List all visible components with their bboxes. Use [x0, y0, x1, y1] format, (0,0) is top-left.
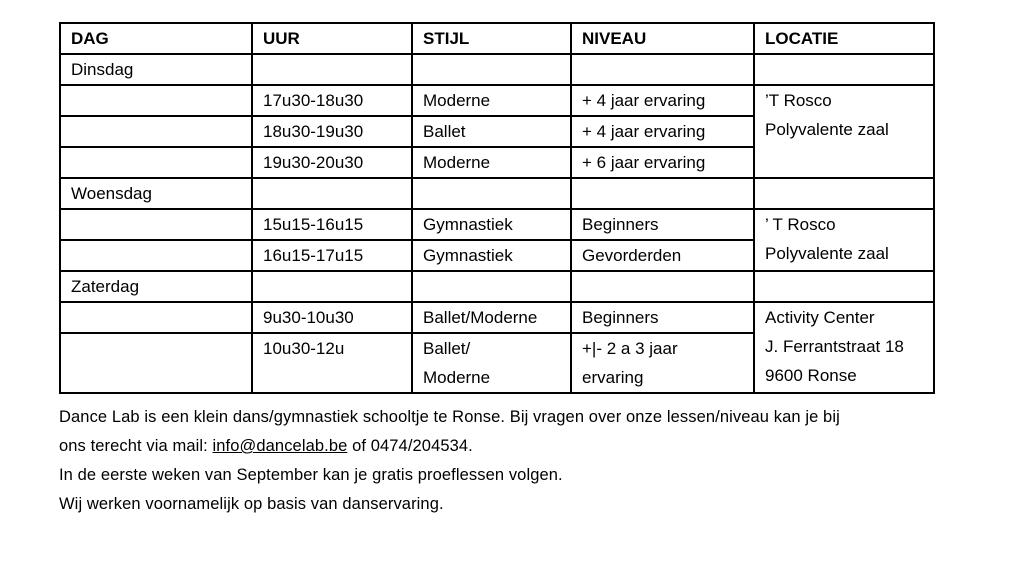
schedule-table	[59, 22, 935, 394]
day-row	[60, 178, 934, 209]
stijl-cell: Moderne	[412, 147, 571, 178]
table-row	[60, 85, 934, 116]
uur-cell: 10u30-12u	[252, 333, 412, 393]
header-niveau: NIVEAU	[571, 23, 754, 54]
info-text	[59, 403, 989, 519]
day-label: Zaterdag	[60, 271, 252, 302]
locatie-cell: Activity Center J. Ferrantstraat 18 9600 Ronse	[754, 302, 934, 393]
niveau-cell: + 4 jaar ervaring	[571, 85, 754, 116]
header-row	[60, 23, 934, 54]
niveau-cell: + 4 jaar ervaring	[571, 116, 754, 147]
uur-cell: 9u30-10u30	[252, 302, 412, 333]
day-label: Dinsdag	[60, 54, 252, 85]
stijl-cell: Moderne	[412, 85, 571, 116]
stijl-cell: Ballet/Moderne	[412, 302, 571, 333]
uur-cell: 19u30-20u30	[252, 147, 412, 178]
locatie-cell: ’T Rosco Polyvalente zaal	[754, 85, 934, 178]
header-uur: UUR	[252, 23, 412, 54]
day-label: Woensdag	[60, 178, 252, 209]
header-locatie: LOCATIE	[754, 23, 934, 54]
niveau-cell: +|- 2 a 3 jaar ervaring	[571, 333, 754, 393]
stijl-cell: Ballet	[412, 116, 571, 147]
stijl-cell: Gymnastiek	[412, 240, 571, 271]
table-row	[60, 302, 934, 333]
niveau-cell: Gevorderden	[571, 240, 754, 271]
info-line: Wij werken voornamelijk op basis van danservaring.	[59, 495, 444, 513]
info-line-contact: ons terecht via mail: info@dancelab.be of 0474/204534.	[59, 437, 473, 455]
info-line: Dance Lab is een klein dans/gymnastiek schooltje te Ronse. Bij vragen over onze lessen/niveau kan je bij	[59, 408, 840, 426]
info-line: In de eerste weken van September kan je gratis proeflessen volgen.	[59, 466, 563, 484]
uur-cell: 17u30-18u30	[252, 85, 412, 116]
stijl-cell: Ballet/ Moderne	[412, 333, 571, 393]
niveau-cell: Beginners	[571, 302, 754, 333]
header-dag: DAG	[60, 23, 252, 54]
niveau-cell: Beginners	[571, 209, 754, 240]
day-row	[60, 271, 934, 302]
header-stijl: STIJL	[412, 23, 571, 54]
uur-cell: 16u15-17u15	[252, 240, 412, 271]
uur-cell: 18u30-19u30	[252, 116, 412, 147]
niveau-cell: + 6 jaar ervaring	[571, 147, 754, 178]
table-row	[60, 209, 934, 240]
stijl-cell: Gymnastiek	[412, 209, 571, 240]
day-row	[60, 54, 934, 85]
email-link[interactable]: info@dancelab.be	[212, 437, 348, 455]
uur-cell: 15u15-16u15	[252, 209, 412, 240]
locatie-cell: ’ T Rosco Polyvalente zaal	[754, 209, 934, 271]
